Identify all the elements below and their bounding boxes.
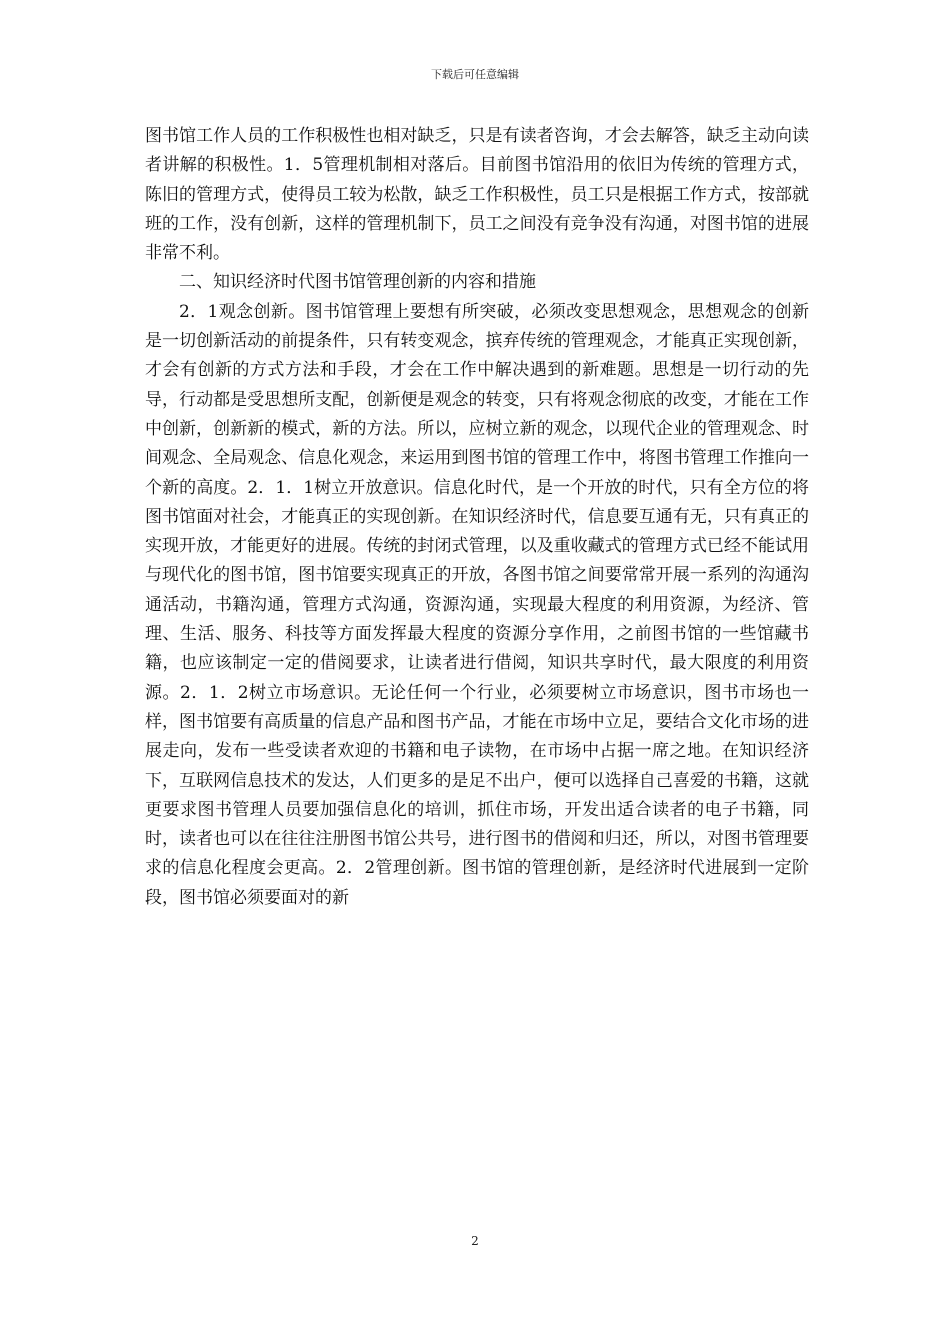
page-header: 下载后可任意编辑: [431, 68, 519, 81]
paragraph-2: 2．1观念创新。图书馆管理上要想有所突破，必须改变思想观念，思想观念的创新是一切创新活动的前提条件，只有转变观念，摈弃传统的管理观念，才能真正实现创新，才会有创新的方式方法和手段，才会在工作中解决遇到的新难题。思想是一切行动的先导，行动都是受思想所支配，创新便是观念的转变，只有将观念彻底的改变，才能在工作中创新，创新新的模式，新的方法。所以，应树立新的观念，以现代企业的管理观念、时间观念、全局观念、信息化观念，来运用到图书馆的管理工作中，将图书管理工作推向一个新的高度。2．1．1树立开放意识。信息化时代，是一个开放的时代，只有全方位的将图书馆面对社会，才能真正的实现创新。在知识经济时代，信息要互通有无，只有真正的实现开放，才能更好的进展。传统的封闭式管理，以及重收藏式的管理方式已经不能试用与现代化的图书馆，图书馆要实现真正的开放，各图书馆之间要常常开展一系列的沟通沟通活动，书籍沟通，管理方式沟通，资源沟通，实现最大程度的利用资源，为经济、管理、生活、服务、科技等方面发挥最大程度的资源分享作用，之前图书馆的一些馆藏书籍，也应该制定一定的借阅要求，让读者进行借阅，知识共享时代，最大限度的利用资源。2．1．2树立市场意识。无论任何一个行业，必须要树立市场意识，图书市场也一样，图书馆要有高质量的信息产品和图书产品，才能在市场中立足，要结合文化市场的进展走向，发布一些受读者欢迎的书籍和电子读物，在市场中占据一席之地。在知识经济下，互联网信息技术的发达，人们更多的是足不出户，便可以选择自己喜爱的书籍，这就更要求图书管理人员要加强信息化的培训，抓住市场，开发出适合读者的电子书籍，同时，读者也可以在往往注册图书馆公共号，进行图书的借阅和归还，所以，对图书管理要求的信息化程度会更高。2．2管理创新。图书馆的管理创新，是经济时代进展到一定阶段，图书馆必须要面对的新: [145, 301, 809, 908]
page-number: 2: [471, 1234, 479, 1248]
paragraph-1: 图书馆工作人员的工作积极性也相对缺乏，只是有读者咨询，才会去解答，缺乏主动向读者讲解的积极性。1．5管理机制相对落后。目前图书馆沿用的依旧为传统的管理方式，陈旧的管理方式，使得员工较为松散，缺乏工作积极性，员工只是根据工作方式，按部就班的工作，没有创新，这样的管理机制下，员工之间没有竞争没有沟通，对图书馆的进展非常不利。: [145, 126, 809, 264]
document-body: [145, 122, 809, 913]
section-heading: 二、知识经济时代图书馆管理创新的内容和措施: [179, 272, 536, 293]
